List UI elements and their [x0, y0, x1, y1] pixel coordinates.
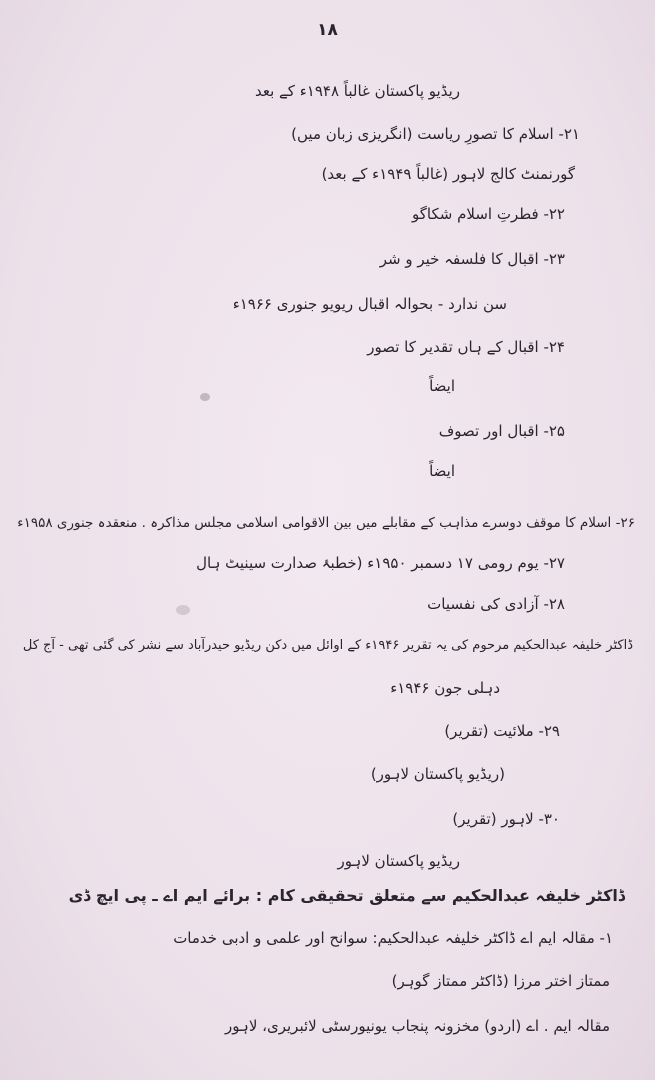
line-7: ۲۴- اقبال کے ہاں تقدیر کا تصور [367, 338, 565, 356]
line-3: گورنمنٹ کالج لاہور (غالباً ۱۹۴۹ء کے بعد) [321, 165, 575, 183]
line-8: ایضاً [429, 377, 455, 395]
line-16: ۲۹- ملائیت (تقریر) [444, 722, 560, 740]
line-13: ۲۸- آزادی کی نفسیات [427, 595, 565, 613]
line-19: ریڈیو پاکستان لاہور [337, 852, 460, 870]
line-9: ۲۵- اقبال اور تصوف [438, 422, 565, 440]
line-14: ڈاکٹر خلیفہ عبدالحکیم مرحوم کی یہ تقریر ۱۹۴۶ء کے اوائل میں دکن ریڈیو حیدرآباد سے نشر کی گئی تھی - آج کل [22, 638, 633, 653]
line-11: ۲۶- اسلام کا موقف دوسرے مذاہب کے مقابلے میں بین الاقوامی اسلامی مجلس مذاکرہ . منعقدہ جنوری ۱۹۵۸ء [17, 515, 635, 531]
line-10: ایضاً [429, 462, 455, 480]
line-4: ۲۲- فطرتِ اسلام شکاگو [412, 205, 565, 223]
line-23: مقالہ ایم . اے (اردو) مخزونہ پنجاب یونیورسٹی لائبریری، لاہور [225, 1017, 610, 1035]
line-12: ۲۷- یوم رومی ۱۷ دسمبر ۱۹۵۰ء (خطبۂ صدارت سینیٹ ہال [196, 554, 565, 572]
ink-smudge [200, 393, 210, 401]
line-1: ریڈیو پاکستان غالباً ۱۹۴۸ء کے بعد [254, 82, 460, 100]
line-2: ۲۱- اسلام کا تصورِ ریاست (انگریزی زبان میں) [291, 125, 580, 143]
line-21: ۱- مقالہ ایم اے ڈاکٹر خلیفہ عبدالحکیم: سوانح اور علمی و ادبی خدمات [173, 929, 613, 947]
ink-smudge [176, 605, 190, 615]
line-18: ۳۰- لاہور (تقریر) [452, 810, 560, 828]
line-22: ممتاز اختر مرزا (ڈاکٹر ممتاز گوہر) [391, 972, 610, 990]
line-5: ۲۳- اقبال کا فلسفہ خیر و شر [379, 250, 565, 268]
line-17: (ریڈیو پاکستان لاہور) [370, 765, 505, 783]
line-6: سن ندارد - بحوالہ اقبال ریویو جنوری ۱۹۶۶ء [232, 295, 507, 313]
section-heading: ڈاکٹر خلیفہ عبدالحکیم سے متعلق تحقیقی کام : برائے ایم اے ـ پی ایچ ڈی [68, 886, 625, 905]
line-15: دہلی جون ۱۹۴۶ء [390, 679, 500, 697]
page-number: ۱۸ [317, 20, 338, 40]
